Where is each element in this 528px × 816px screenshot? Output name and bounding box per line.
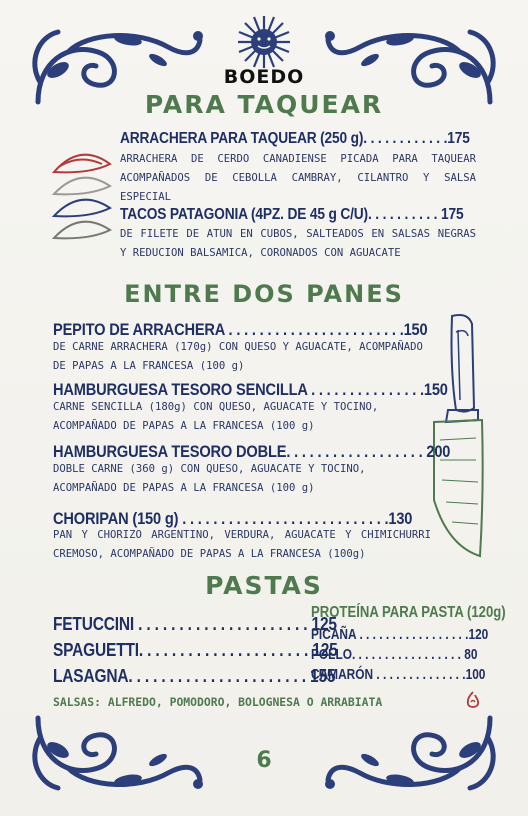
pasta-item-spaguetti: SPAGUETTI. . . . . . . . . . . . . . . . . . . . . 125	[53, 640, 338, 660]
sun-emblem-icon	[236, 14, 292, 70]
item-title-pepito: PEPITO DE ARRACHERA . . . . . . . . . . . . . . . . . . . . . . .150	[53, 320, 428, 339]
item-title-hamburguesa-doble: HAMBURGUESA TESORO DOBLE. . . . . . . . . . . . . . . . . . 200	[53, 442, 451, 461]
item-title-hamburguesa-sencilla: HAMBURGUESA TESORO SENCILLA . . . . . . . . . . . . . . .150	[53, 380, 448, 399]
page-number: 6	[256, 748, 272, 773]
section-title-taquear: PARA TAQUEAR	[144, 90, 384, 119]
knife-illustration-icon	[428, 310, 488, 560]
item-title-tacos-patagonia: TACOS PATAGONIA (4PZ. DE 45 g C/U). . . . . . . . . . 175	[120, 206, 464, 223]
item-title-choripan: CHORIPAN (150 g) . . . . . . . . . . . . . . . . . . . . . . . . . . .130	[53, 509, 413, 528]
proteina-title: PROTEÍNA PARA PASTA (120g)	[311, 604, 506, 621]
salsas-text: SALSAS: ALFREDO, POMODORO, BOLOGNESA O ARRABIATA	[53, 695, 383, 709]
item-desc-pepito: DE CARNE ARRACHERA (170g) CON QUESO Y AGUACATE, ACOMPAÑADO DE PAPAS A LA FRANCESA (100 g)	[53, 341, 423, 372]
pasta-item-lasagna: LASAGNA. . . . . . . . . . . . . . . . . . . . . . 155	[53, 666, 336, 686]
proteina-item-camaron: CAMARÓN . . . . . . . . . . . . . .100	[311, 667, 486, 683]
item-title-arrachera-taquear: ARRACHERA PARA TAQUEAR (250 g). . . . . . . . . . . .175	[120, 130, 470, 147]
brand-title: BOEDO	[223, 66, 305, 88]
section-title-panes: ENTRE DOS PANES	[124, 280, 404, 308]
item-desc-choripan: PAN Y CHORIZO ARGENTINO, VERDURA, AGUACATE Y CHIMICHURRI CREMOSO, ACOMPAÑADO DE PAPAS A LA FRANCESA (100g)	[53, 529, 431, 560]
item-desc-tacos-patagonia: DE FILETE DE ATUN EN CUBOS, SALTEADOS EN SALSAS NEGRAS Y REDUCION BALSAMICA, CORONADOS CON AGUACATE	[120, 228, 476, 259]
item-desc-arrachera-taquear: ARRACHERA DE CERDO CANADIENSE PICADA PARA TAQUEAR ACOMPAÑADOS DE CEBOLLA CAMBRAY, CILANTRO Y SALSA ESPECIAL	[120, 153, 476, 203]
item-desc-hamburguesa-doble: DOBLE CARNE (360 g) CON QUESO, AGUACATE Y TOCINO, ACOMPAÑADO DE PAPAS A LA FRANCESA (100 g)	[53, 463, 366, 494]
proteina-item-pollo: POLLO. . . . . . . . . . . . . . . . . 80	[311, 647, 478, 663]
item-desc-hamburguesa-sencilla: CARNE SENCILLA (180g) CON QUESO, AGUACATE Y TOCINO, ACOMPAÑADO DE PAPAS A LA FRANCESA (100 g)	[53, 401, 379, 432]
pasta-item-fetuccini: FETUCCINI . . . . . . . . . . . . . . . . . . . . . 125	[53, 614, 337, 634]
chili-icon	[464, 690, 482, 710]
proteina-item-picana: PICAÑA . . . . . . . . . . . . . . . . .120	[311, 627, 489, 643]
section-title-pastas: PASTAS	[205, 571, 323, 600]
taco-illustration-icon	[50, 144, 116, 244]
